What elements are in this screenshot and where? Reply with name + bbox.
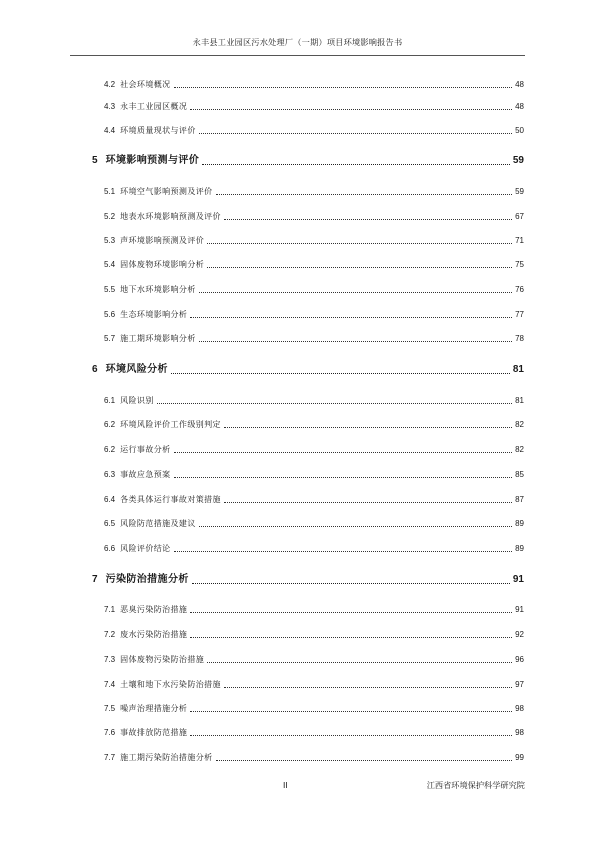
toc-leader-dots: [192, 582, 510, 584]
toc-entry-title: 地下水环境影响分析: [120, 285, 196, 294]
toc-leader-dots: [190, 636, 512, 638]
toc-entry-page: 75: [515, 260, 524, 269]
toc-leader-dots: [202, 163, 510, 165]
toc-leader-dots: [174, 451, 513, 453]
toc-leader-dots: [216, 193, 513, 195]
toc-section-entry: [104, 651, 524, 665]
toc-leader-dots: [207, 661, 512, 663]
toc-leader-dots: [190, 710, 512, 712]
toc-entry-page: 76: [515, 285, 524, 294]
toc-section-entry: [104, 330, 524, 344]
toc-entry-number: 6.1: [104, 396, 116, 405]
toc-entry-page: 77: [515, 310, 524, 319]
toc-section-entry: [104, 122, 524, 136]
toc-leader-dots: [216, 759, 513, 761]
toc-section-entry: [104, 540, 524, 554]
toc-section-entry: [104, 626, 524, 640]
toc-leader-dots: [224, 501, 512, 503]
toc-section-entry: [104, 601, 524, 615]
toc-entry-page: 89: [515, 544, 524, 553]
toc-entry-number: 7.3: [104, 655, 116, 664]
toc-entry-title: 环境风险评价工作级别判定: [120, 420, 221, 429]
toc-leader-dots: [199, 291, 512, 293]
toc-entry-number: 6.5: [104, 519, 116, 528]
toc-entry-title: 污染防治措施分析: [105, 574, 189, 585]
toc-entry-number: 7.1: [104, 605, 116, 614]
toc-entry-number: 7.5: [104, 704, 116, 713]
toc-entry-page: 97: [515, 680, 524, 689]
toc-entry-title: 运行事故分析: [120, 445, 171, 454]
toc-entry-number: 4.4: [104, 126, 116, 135]
toc-entry-page: 91: [515, 605, 524, 614]
toc-section-entry: [104, 676, 524, 690]
toc-entry-title: 环境影响预测与评价: [105, 155, 200, 166]
toc-entry-title: 风险防范措施及建议: [120, 519, 196, 528]
toc-entry-page: 81: [515, 396, 524, 405]
toc-entry-title: 事故应急预案: [120, 470, 171, 479]
toc-section-entry: [104, 98, 524, 112]
toc-entry-number: 7: [92, 574, 98, 585]
toc-section-entry: [104, 749, 524, 763]
toc-entry-title: 噪声治理措施分析: [120, 704, 188, 713]
toc-entry-page: 99: [515, 753, 524, 762]
toc-entry-number: 7.2: [104, 630, 116, 639]
toc-section-entry: [104, 232, 524, 246]
toc-entry-title: 环境空气影响预测及评价: [120, 187, 213, 196]
toc-section-entry: [104, 392, 524, 406]
toc-section-entry: [104, 724, 524, 738]
toc-leader-dots: [174, 476, 513, 478]
toc-section-entry: [104, 76, 524, 90]
toc-entry-title: 地表水环境影响预测及评价: [120, 212, 221, 221]
toc-entry-number: 7.7: [104, 753, 116, 762]
toc-entry-title: 生态环境影响分析: [120, 310, 188, 319]
toc-section-entry: [104, 306, 524, 320]
toc-section-entry: [104, 466, 524, 480]
toc-entry-title: 各类具体运行事故对策措施: [120, 495, 221, 504]
toc-leader-dots: [224, 218, 512, 220]
toc-entry-page: 98: [515, 704, 524, 713]
toc-entry-page: 92: [515, 630, 524, 639]
toc-entry-number: 6.4: [104, 495, 116, 504]
toc-section-entry: [104, 183, 524, 197]
toc-entry-number: 6.6: [104, 544, 116, 553]
toc-section-entry: [104, 208, 524, 222]
toc-entry-title: 风险评价结论: [120, 544, 171, 553]
toc-entry-page: 50: [515, 126, 524, 135]
toc-entry-number: 6.2: [104, 445, 116, 454]
toc-entry-page: 96: [515, 655, 524, 664]
toc-entry-title: 永丰工业园区概况: [120, 102, 188, 111]
toc-entry-page: 48: [515, 102, 524, 111]
toc-entry-page: 89: [515, 519, 524, 528]
toc-entry-number: 4.2: [104, 80, 116, 89]
toc-entry-number: 5.6: [104, 310, 116, 319]
toc-entry-page: 59: [515, 187, 524, 196]
toc-leader-dots: [190, 611, 512, 613]
toc-entry-page: 67: [515, 212, 524, 221]
toc-entry-page: 48: [515, 80, 524, 89]
footer-page-number: II: [283, 780, 288, 790]
toc-entry-number: 5.1: [104, 187, 116, 196]
toc-section-entry: [104, 515, 524, 529]
toc-entry-number: 5.4: [104, 260, 116, 269]
toc-leader-dots: [207, 266, 512, 268]
toc-leader-dots: [190, 108, 512, 110]
toc-entry-number: 5.3: [104, 236, 116, 245]
toc-entry-number: 5.7: [104, 334, 116, 343]
toc-chapter-entry: [92, 570, 524, 586]
toc-leader-dots: [171, 372, 510, 374]
toc-entry-title: 事故排放防范措施: [120, 728, 188, 737]
toc-entry-title: 固体废物环境影响分析: [120, 260, 205, 269]
toc-section-entry: [104, 416, 524, 430]
toc-leader-dots: [174, 550, 513, 552]
toc-entry-number: 5.2: [104, 212, 116, 221]
toc-leader-dots: [174, 86, 513, 88]
toc-leader-dots: [190, 734, 512, 736]
toc-entry-title: 土壤和地下水污染防治措施: [120, 680, 221, 689]
toc-entry-page: 82: [515, 420, 524, 429]
toc-entry-page: 85: [515, 470, 524, 479]
toc-chapter-entry: [92, 360, 524, 376]
toc-chapter-entry: [92, 151, 524, 167]
toc-section-entry: [104, 281, 524, 295]
toc-leader-dots: [199, 340, 512, 342]
toc-section-entry: [104, 491, 524, 505]
toc-section-entry: [104, 700, 524, 714]
toc-leader-dots: [207, 242, 512, 244]
toc-entry-title: 施工期环境影响分析: [120, 334, 196, 343]
toc-entry-number: 5.5: [104, 285, 116, 294]
toc-entry-number: 4.3: [104, 102, 116, 111]
toc-entry-page: 81: [512, 364, 524, 375]
toc-entry-number: 6.2: [104, 420, 116, 429]
toc-entry-page: 82: [515, 445, 524, 454]
toc-entry-number: 6: [92, 364, 98, 375]
toc-section-entry: [104, 441, 524, 455]
toc-entry-number: 6.3: [104, 470, 116, 479]
toc-entry-title: 废水污染防治措施: [120, 630, 188, 639]
toc-leader-dots: [224, 686, 512, 688]
header-rule: [70, 55, 525, 56]
toc-entry-number: 5: [92, 155, 98, 166]
toc-entry-number: 7.6: [104, 728, 116, 737]
toc-entry-page: 91: [512, 574, 524, 585]
toc-entry-page: 87: [515, 495, 524, 504]
toc-entry-title: 恶臭污染防治措施: [120, 605, 188, 614]
toc-entry-title: 环境风险分析: [105, 364, 168, 375]
toc-entry-title: 固体废物污染防治措施: [120, 655, 205, 664]
toc-entry-page: 71: [515, 236, 524, 245]
toc-entry-title: 环境质量现状与评价: [120, 126, 196, 135]
toc-entry-number: 7.4: [104, 680, 116, 689]
toc-entry-title: 声环境影响预测及评价: [120, 236, 205, 245]
toc-leader-dots: [157, 402, 512, 404]
toc-leader-dots: [199, 132, 512, 134]
toc-entry-page: 78: [515, 334, 524, 343]
toc-section-entry: [104, 256, 524, 270]
toc-entry-title: 风险识别: [120, 396, 154, 405]
toc-entry-page: 59: [512, 155, 524, 166]
toc-leader-dots: [190, 316, 512, 318]
toc-entry-page: 98: [515, 728, 524, 737]
footer-organization: 江西省环境保护科学研究院: [426, 780, 525, 790]
toc-leader-dots: [199, 525, 512, 527]
toc-entry-title: 社会环境概况: [120, 80, 171, 89]
toc-leader-dots: [224, 426, 512, 428]
page-header: 永丰县工业园区污水处理厂（一期）项目环境影响报告书: [192, 37, 403, 47]
toc-entry-title: 施工期污染防治措施分析: [120, 753, 213, 762]
